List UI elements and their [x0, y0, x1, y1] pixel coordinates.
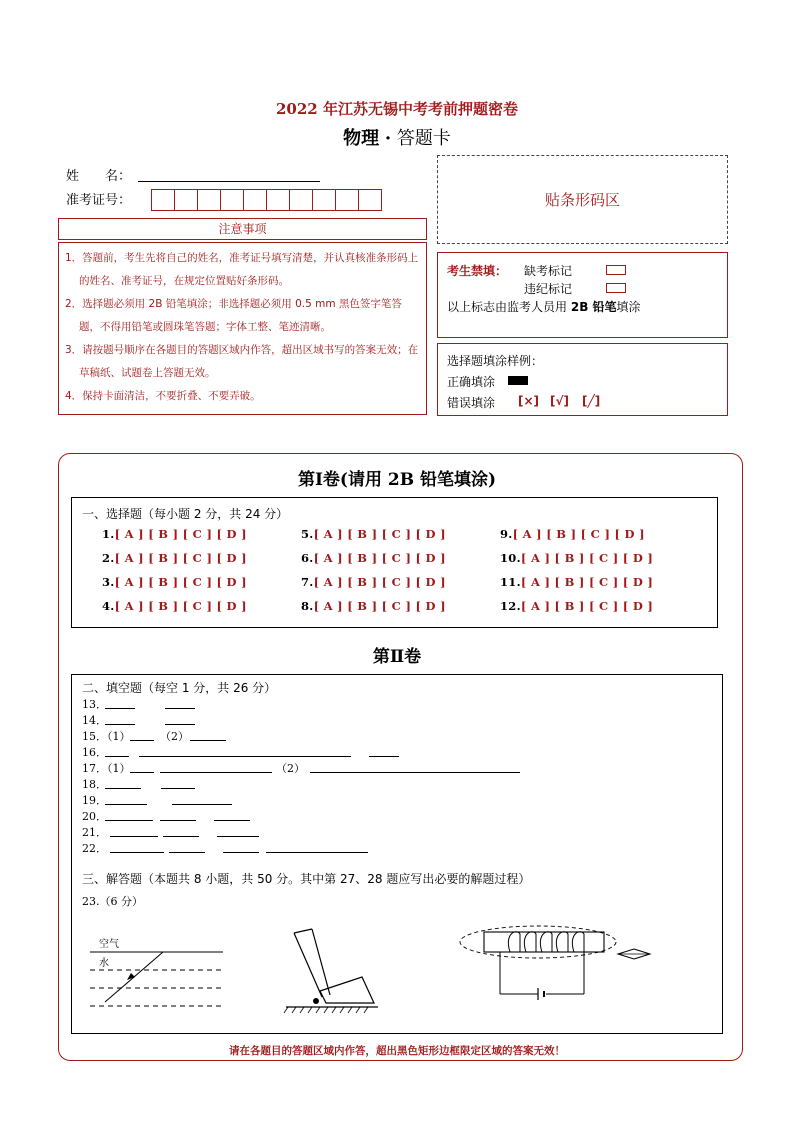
answer-line[interactable] [160, 771, 272, 773]
answer-line[interactable] [110, 835, 158, 837]
ban-label: 考生禁填： [447, 264, 508, 278]
choice-question[interactable] [102, 575, 247, 589]
title-dot: · [384, 128, 392, 149]
solve-section-title: 三、解答题（本题共 8 小题，共 50 分。其中第 27、28 题应写出必要的解题过程） [82, 872, 531, 886]
answer-line[interactable] [310, 771, 520, 773]
ban-note-prefix: 以上标志由监考人员用 [447, 300, 568, 314]
choice-number: 10. [500, 551, 521, 565]
choice-question[interactable] [301, 575, 446, 589]
choice-question[interactable] [301, 599, 446, 613]
answer-line[interactable] [369, 755, 399, 757]
fill-q17: 17．（1） [82, 762, 131, 775]
ban-note-suffix: 填涂 [616, 300, 641, 314]
choice-number: 11. [500, 575, 521, 589]
answer-line[interactable] [105, 819, 153, 821]
id-cell[interactable] [335, 189, 359, 211]
id-cell[interactable] [151, 189, 175, 211]
wrong-mark: [√] [550, 394, 569, 408]
ban-note-bold: 2B 铅笔 [570, 300, 617, 314]
violation-mark-box[interactable] [606, 283, 626, 293]
choice-number: 3. [102, 575, 115, 589]
refraction-figure [85, 930, 235, 1015]
fill-q13: 13． [82, 698, 107, 711]
answer-line[interactable] [105, 803, 147, 805]
choice-options[interactable]: [ A ] [ B ] [ C ] [ D ] [313, 575, 446, 589]
fig-coil [508, 932, 584, 952]
notice-heading: 注意事项 [58, 218, 427, 240]
notice-box [58, 242, 427, 415]
choice-options[interactable]: [ A ] [ B ] [ C ] [ D ] [114, 575, 247, 589]
fig-field-line [460, 926, 616, 958]
id-cell[interactable] [174, 189, 198, 211]
choice-options[interactable]: [ A ] [ B ] [ C ] [ D ] [512, 527, 645, 541]
choice-question[interactable] [500, 527, 645, 541]
answer-line[interactable] [172, 803, 232, 805]
answer-line[interactable] [130, 771, 154, 773]
answer-line[interactable] [105, 723, 135, 725]
fill-q14: 14． [82, 714, 107, 727]
choice-number: 2. [102, 551, 115, 565]
absent-label: 缺考标记 [524, 264, 573, 278]
choice-section-title: 一、选择题（每小题 2 分，共 24 分） [82, 507, 289, 521]
choice-number: 4. [102, 599, 115, 613]
id-cell[interactable] [197, 189, 221, 211]
wrong-mark: [╱] [582, 394, 601, 408]
choice-options[interactable]: [ A ] [ B ] [ C ] [ D ] [520, 599, 654, 613]
fill-q18: 18． [82, 778, 107, 791]
answer-line[interactable] [190, 739, 226, 741]
answer-line[interactable] [105, 787, 141, 789]
fig-core [484, 932, 604, 952]
id-cell[interactable] [289, 189, 313, 211]
volume-2-title: 第Ⅱ卷 [372, 647, 422, 667]
volume-1-title: 第Ⅰ卷(请用 2B 铅笔填涂) [297, 470, 497, 490]
wrong-fill-label: 错误填涂 [447, 396, 496, 410]
fill-q17-part2: （2） [276, 762, 305, 775]
choice-question[interactable] [500, 599, 653, 613]
choice-number: 12. [500, 599, 521, 613]
id-cell[interactable] [312, 189, 336, 211]
lever-figure [282, 925, 382, 1020]
fill-q21: 21． [82, 826, 107, 839]
choice-options[interactable]: [ A ] [ B ] [ C ] [ D ] [114, 527, 247, 541]
absent-mark-box[interactable] [606, 265, 626, 275]
choice-number: 6. [301, 551, 314, 565]
answer-line[interactable] [165, 707, 195, 709]
ban-note [447, 298, 641, 315]
fill-q22: 22． [82, 842, 107, 855]
choice-number: 7. [301, 575, 314, 589]
answer-line[interactable] [214, 819, 250, 821]
subject-label: 物理 [343, 128, 380, 149]
choice-question[interactable] [102, 599, 247, 613]
id-cell[interactable] [243, 189, 267, 211]
notice-item: 2．选择题必须用 2B 铅笔填涂；非选择题必须用 0.5 mm 黑色签字笔答题，不得用铅笔或圆珠笔答题；字体工整、笔迹清晰。 [65, 298, 402, 333]
fill-q19: 19． [82, 794, 107, 807]
fig-handle-edge [312, 929, 330, 995]
choice-question[interactable] [500, 575, 653, 589]
answer-line[interactable] [105, 755, 129, 757]
exam-title: 2022 年江苏无锡中考考前押题密卷 [276, 100, 518, 118]
choice-question[interactable] [301, 551, 446, 565]
choice-question[interactable] [102, 551, 247, 565]
card-title [0, 124, 794, 150]
answer-line[interactable] [266, 851, 368, 853]
notice-item: 4．保持卡面清洁，不要折叠、不要弄破。 [65, 390, 261, 402]
electromagnet-figure [458, 922, 658, 1004]
fig-air-label: 空气 [99, 939, 119, 950]
choice-question[interactable] [500, 551, 653, 565]
wrong-mark: [×] [518, 394, 540, 408]
answer-line[interactable] [130, 739, 154, 741]
choice-options[interactable]: [ A ] [ B ] [ C ] [ D ] [520, 551, 654, 565]
notice-item: 3．请按题号顺序在各题目的答题区域内作答，超出区域书写的答案无效；在草稿纸、试题卷上答题无效。 [65, 344, 419, 379]
fig-pivot [313, 998, 319, 1004]
choice-question[interactable] [102, 527, 247, 541]
choice-options[interactable]: [ A ] [ B ] [ C ] [ D ] [313, 599, 446, 613]
fill-q15-part2: （2） [160, 730, 189, 743]
answer-line[interactable] [161, 787, 195, 789]
choice-question[interactable] [301, 527, 446, 541]
choice-options[interactable]: [ A ] [ B ] [ C ] [ D ] [313, 527, 446, 541]
answer-line[interactable] [160, 819, 196, 821]
answer-line[interactable] [165, 723, 195, 725]
fig-ground-hatch [284, 1007, 368, 1013]
answer-line[interactable] [223, 851, 259, 853]
answer-line[interactable] [217, 835, 259, 837]
id-cell[interactable] [220, 189, 244, 211]
sample-title: 选择题填涂样例： [447, 354, 544, 368]
notice-item: 1．答题前，考生先将自己的姓名，准考证号填写清楚，并认真核准条形码上的姓名、准考证号，在规定位置贴好条形码。 [65, 252, 419, 287]
violation-label: 违纪标记 [524, 282, 573, 296]
fig-handle-end [294, 929, 312, 933]
fill-q15: 15．（1） [82, 730, 131, 743]
card-label: 答题卡 [396, 128, 451, 149]
barcode-area [437, 155, 728, 244]
id-number-cells[interactable] [151, 189, 382, 211]
barcode-label: 贴条形码区 [544, 191, 620, 209]
fig-water-label: 水 [99, 958, 109, 969]
choice-number: 5. [301, 527, 314, 541]
fill-q16: 16． [82, 746, 107, 759]
fill-section-title: 二、填空题（每空 1 分，共 26 分） [82, 681, 277, 695]
solve-q23: 23.（6 分） [82, 895, 143, 908]
choice-number: 8. [301, 599, 314, 613]
choice-options[interactable]: [ A ] [ B ] [ C ] [ D ] [114, 599, 247, 613]
choice-options[interactable]: [ A ] [ B ] [ C ] [ D ] [114, 551, 247, 565]
choice-number: 1. [102, 527, 115, 541]
fig-handle-edge [294, 933, 322, 997]
name-label: 姓 名： [66, 169, 132, 184]
choice-options[interactable]: [ A ] [ B ] [ C ] [ D ] [520, 575, 654, 589]
footer-warning: 请在各题目的答题区域内作答，超出黑色矩形边框限定区域的答案无效！ [229, 1045, 565, 1057]
correct-fill-label: 正确填涂 [447, 375, 496, 389]
id-label: 准考证号： [66, 193, 132, 208]
fill-q20: 20． [82, 810, 107, 823]
correct-fill-mark [508, 376, 528, 385]
choice-number: 9. [500, 527, 513, 541]
name-field[interactable] [138, 180, 320, 182]
answer-line[interactable] [139, 755, 351, 757]
id-cell[interactable] [358, 189, 382, 211]
answer-line[interactable] [110, 851, 164, 853]
answer-line[interactable] [163, 835, 199, 837]
invigilator-box [437, 252, 728, 338]
fill-sample-box [437, 343, 728, 416]
id-cell[interactable] [266, 189, 290, 211]
answer-line[interactable] [105, 707, 135, 709]
answer-line[interactable] [169, 851, 205, 853]
choice-options[interactable]: [ A ] [ B ] [ C ] [ D ] [313, 551, 446, 565]
